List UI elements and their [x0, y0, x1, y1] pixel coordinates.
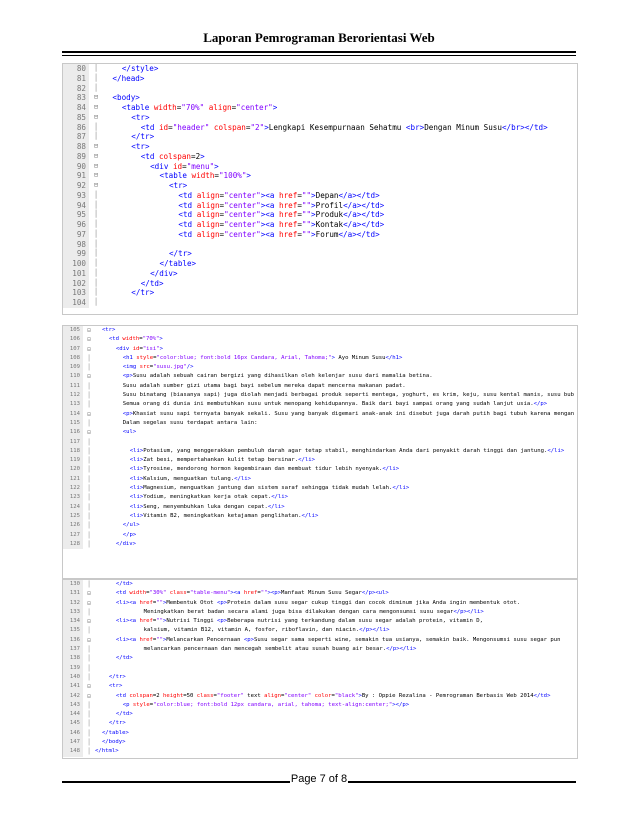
fold-guide: │ — [87, 608, 91, 616]
code-text: </tr> — [168, 249, 192, 259]
code-text: </tr> — [108, 720, 126, 727]
line-number: 107 — [63, 345, 83, 354]
code-line — [63, 363, 577, 372]
code-text: </body> — [101, 739, 126, 746]
code-text: <td colspan=2 height=50 class="footer" text align="center" color="black">By : Oppie Rezalina - Pemrograman Berbasis Web 2014</td> — [115, 692, 551, 699]
code-line — [63, 191, 577, 201]
fold-guide: │ — [87, 646, 91, 654]
line-number: 119 — [63, 456, 83, 465]
fold-guide: │ — [87, 655, 91, 663]
fold-guide: │ — [93, 249, 99, 258]
code-text: </td> — [115, 655, 133, 662]
code-line — [63, 692, 577, 701]
line-number: 101 — [63, 269, 89, 279]
line-number: 85 — [63, 113, 89, 123]
fold-guide: │ — [87, 581, 91, 588]
fold-guide: │ — [93, 122, 99, 131]
code-text: Dalam segelas susu terdapat antara lain: — [122, 419, 258, 426]
code-text: </tr> — [108, 673, 126, 680]
fold-collapse-icon[interactable]: ⊟ — [93, 171, 99, 180]
code-line — [63, 438, 577, 447]
fold-guide: │ — [87, 401, 91, 409]
line-number: 95 — [63, 210, 89, 220]
line-number: 143 — [63, 701, 83, 710]
code-text: <tr> — [131, 112, 150, 122]
fold-guide: │ — [93, 132, 99, 141]
code-text: </tr> — [131, 132, 155, 142]
fold-guide: │ — [87, 739, 91, 747]
line-number: 124 — [63, 503, 83, 512]
line-number: 113 — [63, 400, 83, 409]
code-line — [63, 521, 577, 530]
fold-guide: │ — [93, 190, 99, 199]
line-number: 83 — [63, 93, 89, 103]
code-text: </ul> — [122, 522, 140, 529]
code-line — [63, 123, 577, 133]
line-number: 104 — [63, 298, 89, 308]
code-text: <li>Yodium, meningkatkan kerja otak cepat.</li> — [129, 494, 289, 501]
fold-guide: │ — [87, 711, 91, 719]
line-number: 91 — [63, 171, 89, 181]
fold-guide: │ — [93, 229, 99, 238]
code-text: <body> — [112, 93, 140, 103]
code-line — [63, 493, 577, 502]
line-number: 120 — [63, 465, 83, 474]
code-text: </td> — [115, 581, 133, 587]
fold-guide: │ — [87, 466, 91, 474]
code-line — [63, 201, 577, 211]
code-line — [63, 279, 577, 289]
code-line — [63, 152, 577, 162]
code-line — [63, 428, 577, 437]
code-line — [63, 345, 577, 354]
code-text: <tr> — [108, 683, 123, 690]
line-number: 117 — [63, 438, 83, 447]
code-text: <p>Khasiat susu sapi ternyata banyak sekali. Susu yang banyak digemari anak-anak ini disebut juga darah putih bagi tubuh karena mengan — [122, 410, 575, 417]
code-text: <td align="center"><a href="">Profil</a></td> — [178, 200, 385, 210]
code-line — [63, 249, 577, 259]
code-line — [63, 580, 577, 589]
code-text: <tr> — [131, 142, 150, 151]
code-text: <td align="center"><a href="">Produk</a></td> — [178, 210, 385, 220]
line-number: 110 — [63, 372, 83, 381]
code-line — [63, 701, 577, 710]
code-line — [63, 729, 577, 738]
code-line — [63, 259, 577, 269]
fold-guide: │ — [87, 664, 91, 672]
fold-guide: │ — [93, 278, 99, 287]
fold-guide: │ — [93, 64, 99, 72]
code-screenshot-2 — [62, 325, 578, 579]
code-line — [63, 447, 577, 456]
line-number: 92 — [63, 181, 89, 191]
code-line — [63, 654, 577, 663]
line-number: 89 — [63, 152, 89, 162]
fold-guide: │ — [93, 288, 99, 297]
header-rule-thin — [62, 55, 576, 56]
code-text: <td id="header" colspan="2">Lengkapi Kesempurnaan Sehatmu <br>Dengan Minum Susu</br></td> — [140, 122, 548, 132]
code-text: <li><a href="">Nutrisi Tinggi <p>Beberapa nutrisi yang terkandung dalam susu segar adalah protein, vitamin D, — [115, 618, 484, 625]
code-text: <td align="center"><a href="">Forum</a></td> — [178, 229, 380, 239]
fold-collapse-icon[interactable]: ⊟ — [87, 373, 91, 381]
fold-guide: │ — [87, 673, 91, 681]
line-number: 136 — [63, 636, 83, 645]
code-line — [63, 391, 577, 400]
code-text: <li>Kalsium, menguatkan tulang.</li> — [129, 475, 251, 482]
fold-collapse-icon[interactable]: ⊟ — [93, 161, 99, 170]
code-text: <td width="70%"> — [108, 336, 163, 343]
line-number: 112 — [63, 391, 83, 400]
line-number: 81 — [63, 74, 89, 84]
code-text: <table width="100%"> — [159, 171, 251, 181]
fold-guide: │ — [87, 540, 91, 548]
line-number: 147 — [63, 738, 83, 747]
line-number: 127 — [63, 531, 83, 540]
code-line — [63, 465, 577, 474]
fold-collapse-icon[interactable]: ⊟ — [87, 410, 91, 418]
line-number: 128 — [63, 540, 83, 549]
code-text: <li><a href="">Membentuk Otot <p>Protein dalam susu segar cukup tinggi dan cocok diminum jika Anda ingin membentuk otot. — [115, 599, 521, 606]
fold-collapse-icon[interactable]: ⊟ — [87, 618, 91, 626]
line-number: 90 — [63, 162, 89, 172]
code-line — [63, 419, 577, 428]
code-text: <td width="30%" class="table-menu"><a href=""><p>Manfaat Minum Susu Segar</p><ul> — [115, 590, 389, 597]
line-number: 96 — [63, 220, 89, 230]
code-text: <li>Magnesium, menguatkan jantung dan sistem saraf sehingga tidak mudah lelah.</li> — [129, 485, 410, 492]
line-number: 118 — [63, 447, 83, 456]
fold-guide: │ — [87, 701, 91, 709]
line-number: 122 — [63, 484, 83, 493]
page-number: Page 7 of 8 — [290, 773, 348, 785]
code-text: <td align="center"><a href="">Kontak</a></td> — [178, 220, 385, 229]
line-number: 130 — [63, 580, 83, 589]
fold-guide: │ — [87, 485, 91, 493]
code-line — [63, 531, 577, 540]
code-screenshot-3 — [62, 579, 578, 759]
code-line — [63, 664, 577, 673]
code-line — [63, 210, 577, 220]
fold-guide: │ — [87, 627, 91, 635]
code-line — [63, 738, 577, 747]
line-number: 82 — [63, 84, 89, 94]
code-line — [63, 540, 577, 549]
code-line — [63, 113, 577, 123]
code-text: <li>Seng, menyembuhkan luka dengan cepat.</li> — [129, 503, 285, 510]
code-line — [63, 456, 577, 465]
line-number: 88 — [63, 142, 89, 152]
code-text: </div> — [115, 540, 137, 547]
fold-collapse-icon[interactable]: ⊟ — [93, 151, 99, 160]
header-rule-thick — [62, 51, 576, 53]
line-number: 132 — [63, 599, 83, 608]
fold-guide: │ — [87, 494, 91, 502]
code-text: </tr> — [131, 288, 155, 298]
code-text: </td> — [140, 278, 164, 288]
code-line — [63, 372, 577, 381]
code-line — [63, 682, 577, 691]
code-line — [63, 645, 577, 654]
line-number: 134 — [63, 617, 83, 626]
code-line — [63, 142, 577, 152]
line-number: 135 — [63, 626, 83, 635]
line-number: 108 — [63, 354, 83, 363]
line-number: 98 — [63, 240, 89, 250]
code-line — [63, 64, 577, 74]
fold-collapse-icon[interactable]: ⊟ — [93, 142, 99, 150]
line-number: 102 — [63, 279, 89, 289]
line-number: 131 — [63, 589, 83, 598]
code-text: <table width="70%" align="center"> — [121, 103, 278, 112]
fold-guide: │ — [87, 531, 91, 539]
code-line — [63, 382, 577, 391]
code-line — [63, 617, 577, 626]
line-number: 144 — [63, 710, 83, 719]
code-line — [63, 599, 577, 608]
fold-guide: │ — [87, 475, 91, 483]
code-text: </p> — [122, 531, 137, 538]
fold-guide: │ — [93, 268, 99, 277]
line-number: 148 — [63, 747, 83, 756]
line-number: 126 — [63, 521, 83, 530]
code-text: <div id="menu"> — [150, 161, 219, 171]
fold-guide: │ — [93, 298, 99, 306]
code-line — [63, 220, 577, 230]
code-text: </html> — [95, 748, 119, 755]
footer-rule-right — [348, 781, 576, 783]
code-text: <td align="center"><a href="">Depan</a></td> — [178, 190, 380, 200]
fold-guide: │ — [87, 503, 91, 511]
code-line — [63, 626, 577, 635]
code-text: </table> — [159, 259, 197, 268]
code-text: <li>Potasium, yang menggerakkan pembuluh darah agar tetap stabil, menghindarkan Anda dari penyakit darah tinggi dan jantung.</li> — [129, 447, 565, 454]
page-footer — [0, 772, 638, 792]
fold-guide: │ — [93, 220, 99, 228]
fold-guide: │ — [87, 522, 91, 530]
code-line — [63, 93, 577, 103]
fold-guide: │ — [93, 200, 99, 209]
fold-guide: │ — [87, 364, 91, 372]
code-text: <p>Susu adalah sebuah cairan bergizi yang dihasilkan oleh kelenjar susu dari mamalia betina. — [122, 373, 433, 380]
code-text: </head> — [112, 73, 145, 83]
line-number: 94 — [63, 201, 89, 211]
fold-collapse-icon[interactable]: ⊟ — [93, 112, 99, 121]
line-number: 140 — [63, 673, 83, 682]
fold-guide: │ — [87, 447, 91, 455]
line-number: 106 — [63, 335, 83, 344]
line-number: 93 — [63, 191, 89, 201]
code-line — [63, 298, 577, 308]
fold-guide: │ — [87, 438, 91, 446]
line-number: 100 — [63, 259, 89, 269]
line-number: 109 — [63, 363, 83, 372]
code-line — [63, 354, 577, 363]
fold-guide: │ — [87, 748, 91, 756]
fold-collapse-icon[interactable]: ⊟ — [93, 103, 99, 111]
line-number: 105 — [63, 326, 83, 335]
code-text: <div id="isi"> — [115, 345, 164, 352]
code-line — [63, 326, 577, 335]
footer-rule-left — [62, 781, 290, 783]
code-line — [63, 288, 577, 298]
code-text: <tr> — [101, 327, 116, 333]
code-line — [63, 132, 577, 142]
code-text: <h1 style="color:blue; font:bold 16px Candara, Arial, Tahoma;"> Ayo Minum Susu</h1> — [122, 354, 403, 361]
fold-guide: │ — [87, 512, 91, 520]
code-line — [63, 400, 577, 409]
document-header-title: Laporan Pemrograman Berorientasi Web — [203, 30, 435, 45]
code-line — [63, 335, 577, 344]
line-number: 115 — [63, 419, 83, 428]
line-number: 139 — [63, 664, 83, 673]
code-line — [63, 181, 577, 191]
fold-collapse-icon[interactable]: ⊟ — [93, 93, 99, 102]
code-text: melancarkan pencernaan dan mencegah sembelit atau susah buang air besar.</p></li> — [143, 646, 417, 653]
fold-collapse-icon[interactable]: ⊟ — [87, 336, 91, 344]
code-text: <img src="susu.jpg"/> — [122, 364, 194, 371]
line-number: 145 — [63, 719, 83, 728]
fold-collapse-icon[interactable]: ⊟ — [93, 181, 99, 189]
fold-collapse-icon[interactable]: ⊟ — [87, 599, 91, 607]
line-number: 103 — [63, 288, 89, 298]
fold-guide: │ — [87, 457, 91, 465]
code-text: kalsium, vitamin B12, vitamin A, fosfor, riboflavin, dan niacin.</p></li> — [143, 627, 390, 634]
fold-guide: │ — [93, 83, 99, 92]
line-number: 99 — [63, 249, 89, 259]
code-text: Susu adalah sumber gizi utama bagi bayi sebelum mereka dapat mencerna makanan padat. — [122, 382, 406, 389]
code-line — [63, 636, 577, 645]
line-number: 133 — [63, 608, 83, 617]
code-text: <p style="color:blue; font:bold 12px candara, arial, tahoma; text-align:center;"></p> — [122, 701, 410, 708]
fold-guide: │ — [87, 729, 91, 737]
line-number: 114 — [63, 410, 83, 419]
code-line — [63, 475, 577, 484]
line-number: 146 — [63, 729, 83, 738]
code-text: </div> — [150, 268, 178, 278]
code-line — [63, 410, 577, 419]
line-number: 141 — [63, 682, 83, 691]
fold-guide: │ — [93, 239, 99, 248]
code-text: </td> — [115, 711, 133, 718]
code-line — [63, 747, 577, 756]
fold-collapse-icon[interactable]: ⊟ — [87, 327, 91, 334]
code-screenshot-1 — [62, 63, 578, 315]
code-text: <li>Vitamin B2, meningkatkan ketajaman penglihatan.</li> — [129, 512, 319, 519]
code-line — [63, 673, 577, 682]
line-number: 123 — [63, 493, 83, 502]
code-text: </style> — [121, 64, 159, 73]
line-number: 137 — [63, 645, 83, 654]
code-text: Susu binatang (biasanya sapi) juga diolah menjadi berbagai produk seperti mentega, yoghurt, es krim, keju, susu kental manis, susu bub — [122, 392, 575, 399]
line-number: 97 — [63, 230, 89, 240]
fold-guide: │ — [93, 259, 99, 267]
fold-guide: │ — [93, 210, 99, 219]
fold-collapse-icon[interactable]: ⊟ — [87, 636, 91, 644]
fold-guide: │ — [87, 419, 91, 427]
code-text: <td colspan=2> — [140, 151, 205, 161]
fold-collapse-icon[interactable]: ⊟ — [87, 429, 91, 437]
code-line — [63, 103, 577, 113]
fold-guide: │ — [93, 73, 99, 82]
code-text: Semua orang di dunia ini membutuhkan susu untuk menopang kehidupannya. Baik dari bayi sampai orang yang sudah lanjut usia.</p> — [122, 401, 548, 408]
fold-collapse-icon[interactable]: ⊟ — [87, 692, 91, 700]
code-text: </table> — [101, 729, 129, 736]
code-line — [63, 719, 577, 728]
code-line — [63, 512, 577, 521]
code-line — [63, 162, 577, 172]
line-number: 87 — [63, 132, 89, 142]
code-line — [63, 240, 577, 250]
code-text: <ul> — [122, 429, 137, 436]
line-number: 142 — [63, 692, 83, 701]
code-line — [63, 74, 577, 84]
code-text: <li><a href="">Melancarkan Pencernaan <p>Susu segar sama seperti wine, semakin tua usianya, semakin baik. Mengonsumsi susu segar pun — [115, 636, 561, 643]
line-number: 111 — [63, 382, 83, 391]
fold-collapse-icon[interactable]: ⊟ — [87, 345, 91, 353]
code-line — [63, 503, 577, 512]
code-text: <li>Tyrosine, mendorong hormon kegembiraan dan membuat tidur lebih nyenyak.</li> — [129, 466, 400, 473]
code-text: <li>Zat besi, mempertahankan kulit tetap bersinar.</li> — [129, 457, 315, 464]
code-line — [63, 230, 577, 240]
line-number: 138 — [63, 654, 83, 663]
fold-collapse-icon[interactable]: ⊟ — [87, 590, 91, 598]
code-text: Meningkatkan berat badan secara alami juga bisa dilakukan dengan cara mengonsumsi susu segar</p></li> — [143, 608, 484, 615]
line-number: 121 — [63, 475, 83, 484]
line-number: 80 — [63, 64, 89, 74]
line-number: 116 — [63, 428, 83, 437]
code-line — [63, 269, 577, 279]
code-line — [63, 608, 577, 617]
code-line — [63, 171, 577, 181]
code-line — [63, 710, 577, 719]
fold-guide: │ — [87, 354, 91, 362]
line-number: 125 — [63, 512, 83, 521]
code-text: <tr> — [168, 181, 188, 190]
line-number: 84 — [63, 103, 89, 113]
code-line — [63, 484, 577, 493]
line-number: 86 — [63, 123, 89, 133]
fold-guide: │ — [87, 382, 91, 390]
fold-guide: │ — [87, 720, 91, 728]
fold-guide: │ — [87, 392, 91, 400]
code-line — [63, 84, 577, 94]
code-line — [63, 589, 577, 598]
fold-collapse-icon[interactable]: ⊟ — [87, 683, 91, 691]
